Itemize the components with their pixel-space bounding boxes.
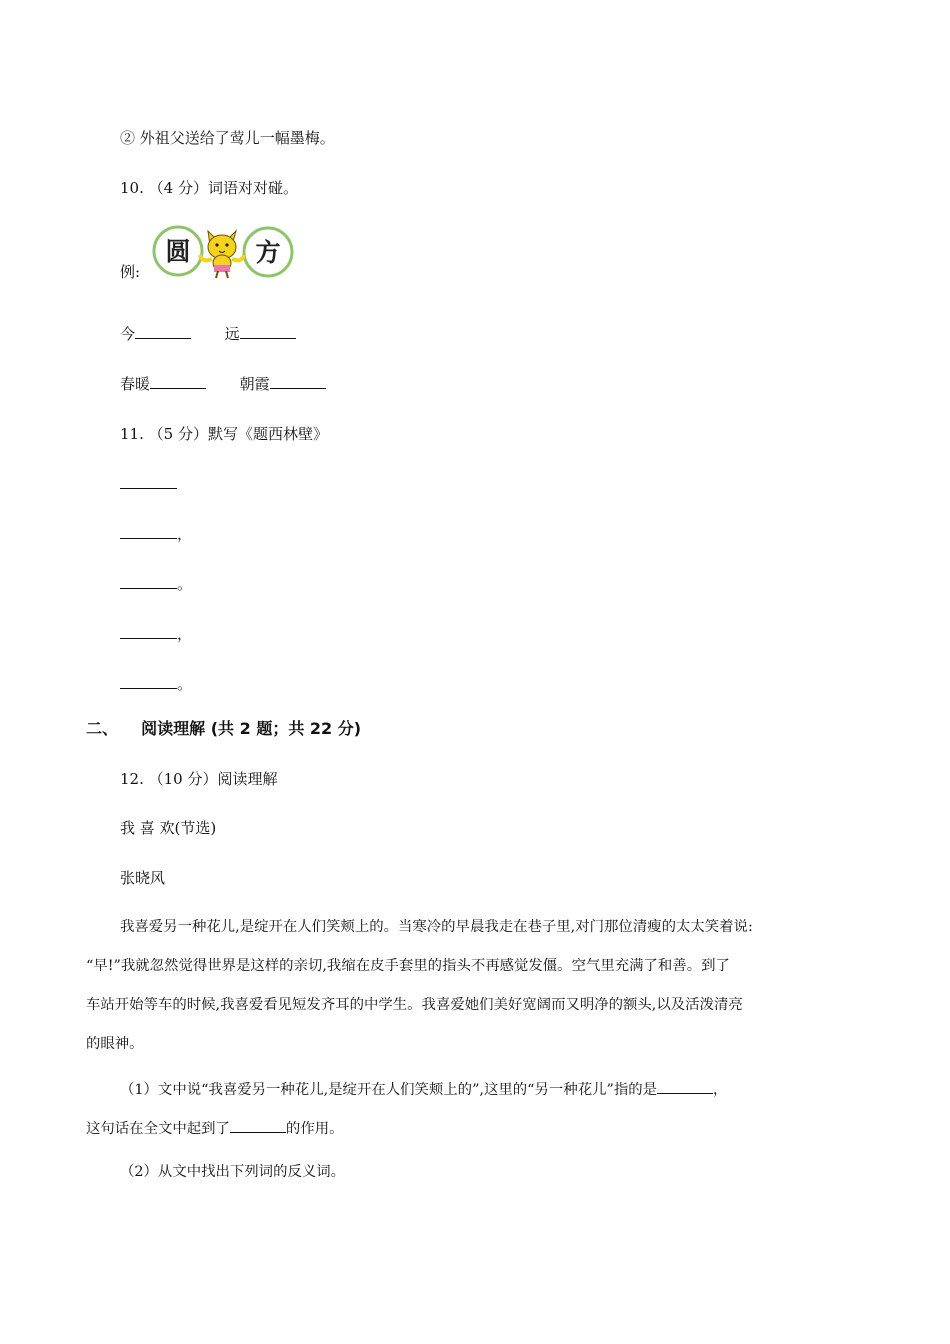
answer-blank[interactable] (270, 374, 326, 389)
pair-word: 春暖 (120, 375, 151, 393)
question-10-heading (120, 178, 298, 198)
answer-blank[interactable] (120, 474, 177, 489)
punctuation: ， (713, 1082, 728, 1098)
poem-line-4 (120, 624, 192, 644)
punctuation: 。 (177, 575, 193, 593)
passage-line: 我喜爱另一种花儿,是绽开在人们笑颊上的。当寒冷的早晨我走在巷子里,对门那位清瘦的太太笑着说: (120, 919, 753, 935)
answer-blank[interactable] (120, 524, 177, 539)
pair-word: 今 (120, 325, 136, 343)
question-title: 默写《题西林壁》 (207, 425, 328, 443)
answer-blank[interactable] (150, 374, 206, 389)
subquestion-text: 这句话在全文中起到了 (86, 1121, 230, 1137)
cat-mascot-icon (200, 231, 244, 278)
poem-line-2 (120, 524, 192, 544)
article-title: 我 喜 欢(节选) (120, 819, 217, 837)
passage-line: “早!”我就忽然觉得世界是这样的亲切,我缩在皮手套里的指头不再感觉发僵。空气里充满了和善。到了 (86, 958, 730, 974)
punctuation: ， (177, 525, 193, 543)
question-title: 阅读理解 (217, 770, 278, 788)
subquestion-1-line-1 (120, 1079, 727, 1100)
example-left-char: 圆 (165, 237, 191, 266)
subquestion-1-line-2 (86, 1118, 344, 1139)
passage-line: 车站开始等车的时候,我喜爱看见短发齐耳的中学生。我喜爱她们美好宽阔而又明净的额头,以及活泼清亮 (86, 997, 743, 1013)
example-illustration (150, 223, 298, 281)
section-heading (86, 719, 361, 739)
answer-blank[interactable] (120, 674, 177, 689)
example-label: 例: (120, 263, 141, 281)
question-number: 12. (120, 770, 144, 788)
answer-blank[interactable] (120, 624, 177, 639)
question-number: 11. (120, 425, 144, 443)
answer-blank[interactable] (240, 324, 296, 339)
pair-row-1 (120, 324, 296, 344)
article-author: 张晓风 (120, 869, 166, 887)
answer-blank[interactable] (230, 1118, 286, 1133)
punctuation: ， (177, 625, 193, 643)
punctuation: 。 (177, 675, 193, 693)
question-score: （4 分） (148, 179, 208, 197)
answer-blank[interactable] (120, 574, 177, 589)
question-11-heading (120, 424, 328, 444)
passage-line: 的眼神。 (86, 1036, 144, 1052)
answer-blank[interactable] (657, 1079, 713, 1094)
question-title: 词语对对碰。 (207, 179, 298, 197)
poem-line-5 (120, 674, 192, 694)
question-number: 10. (120, 179, 144, 197)
pair-word: 远 (224, 325, 240, 343)
question-score: （5 分） (148, 425, 208, 443)
pair-word: 朝霞 (239, 375, 270, 393)
example-right-char: 方 (255, 238, 281, 267)
subquestion-text: 的作用。 (285, 1121, 344, 1137)
subquestion-2: （2）从文中找出下列词的反义词。 (120, 1164, 346, 1180)
section-title: 阅读理解 (共 2 题；共 22 分) (141, 719, 362, 738)
subquestion-text: （1）文中说“我喜爱另一种花儿,是绽开在人们笑颊上的”,这里的“另一种花儿”指的是 (120, 1082, 658, 1098)
question-score: （10 分） (148, 770, 218, 788)
answer-blank[interactable] (135, 324, 191, 339)
section-number: 二、 (86, 719, 119, 738)
question-9-sentence-2: ② 外祖父送给了莺儿一幅墨梅。 (120, 129, 335, 147)
pair-row-2 (120, 374, 326, 394)
poem-line-1 (120, 474, 177, 494)
question-12-heading (120, 769, 278, 789)
poem-line-3 (120, 574, 192, 594)
